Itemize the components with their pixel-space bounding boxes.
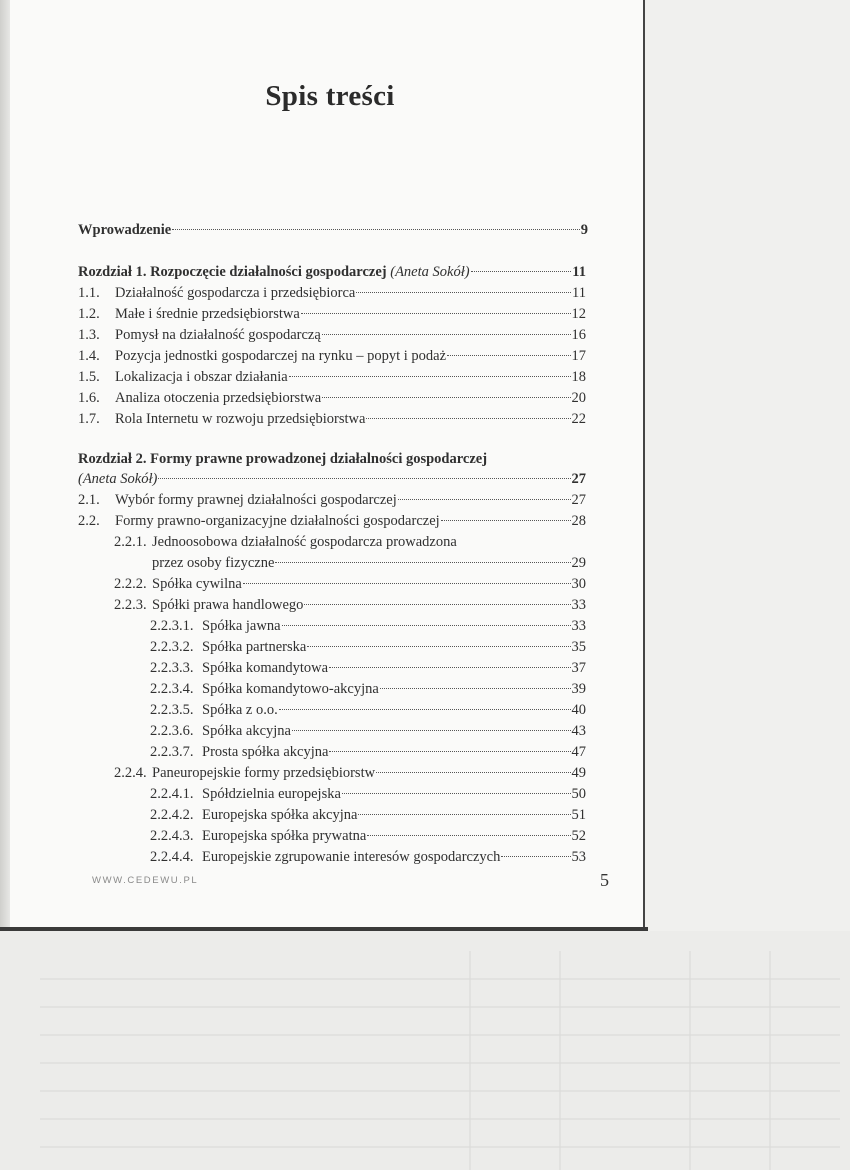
toc-entry [150, 722, 586, 740]
toc-entry [78, 410, 586, 428]
section-number: 2.2. [78, 513, 100, 529]
section-title: Formy prawno-organizacyjne działalności gospodarczej [115, 513, 440, 529]
toc-entry [150, 659, 586, 677]
footer-url: WWW.CEDEWU.PL [92, 875, 199, 886]
toc-chapter-2 [78, 470, 586, 488]
leader-dots [275, 561, 570, 563]
section-number: 2.2.4.1. [150, 786, 194, 802]
section-page: 22 [571, 411, 586, 427]
section-title: Spółdzielnia europejska [202, 786, 341, 802]
section-number: 1.1. [78, 285, 100, 301]
toc-entry [78, 368, 586, 386]
section-title: Europejska spółka akcyjna [202, 807, 358, 823]
section-page: 11 [572, 285, 586, 301]
section-number: 1.6. [78, 390, 100, 406]
leader-dots [471, 270, 572, 272]
section-title: Działalność gospodarcza i przedsiębiorca [115, 285, 356, 301]
faint-bleed-through-table [0, 931, 850, 1170]
toc-entry [114, 764, 586, 782]
chapter-page: 27 [571, 471, 586, 487]
section-title: Małe i średnie przedsiębiorstwa [115, 306, 300, 322]
section-page: 20 [571, 390, 586, 406]
section-number: 2.2.3.2. [150, 639, 194, 655]
section-number: 2.2.3.7. [150, 744, 194, 760]
section-title: Rola Internetu w rozwoju przedsiębiorstwa [115, 411, 366, 427]
leader-dots [398, 498, 571, 500]
leader-dots [322, 333, 571, 335]
leader-dots [301, 312, 571, 314]
section-title: Prosta spółka akcyjna [202, 744, 329, 760]
section-title: Spółka komandytowo-akcyjna [202, 681, 379, 697]
section-title: Spółki prawa handlowego [152, 597, 304, 613]
leader-dots [304, 603, 570, 605]
leader-dots [329, 750, 570, 752]
section-number: 2.2.1. [114, 534, 147, 550]
leader-dots [358, 813, 570, 815]
toc-entry [78, 347, 586, 365]
section-title: Europejskie zgrupowanie interesów gospodarczych [202, 849, 501, 865]
leader-dots [289, 375, 571, 377]
leader-dots [307, 645, 570, 647]
section-page: 49 [571, 765, 586, 781]
section-title: Spółka partnerska [202, 639, 307, 655]
toc-entry [150, 701, 586, 719]
section-number: 1.5. [78, 369, 100, 385]
toc-entry [150, 785, 586, 803]
section-title: Spółka akcyjna [202, 723, 291, 739]
section-page: 53 [571, 849, 586, 865]
page-number: 5 [600, 870, 609, 890]
leader-dots [329, 666, 570, 668]
section-title: Lokalizacja i obszar działania [115, 369, 288, 385]
section-page: 37 [571, 660, 586, 676]
chapter-prefix: Rozdział 1. Rozpoczęcie działalności gospodarczej [78, 264, 387, 280]
section-number: 2.2.3.6. [150, 723, 194, 739]
leader-dots [172, 228, 580, 230]
section-number: 2.2.4.4. [150, 849, 194, 865]
leader-dots [376, 771, 570, 773]
leader-dots [342, 792, 571, 794]
leader-dots [243, 582, 571, 584]
section-page: 35 [571, 639, 586, 655]
page-bottom-edge [0, 927, 648, 931]
section-number: 2.2.2. [114, 576, 147, 592]
section-page: 40 [571, 702, 586, 718]
section-page: 17 [571, 348, 586, 364]
section-number: 1.3. [78, 327, 100, 343]
toc-entry [78, 284, 586, 302]
toc-entry [150, 680, 586, 698]
leader-dots [380, 687, 571, 689]
section-title: Paneuropejskie formy przedsiębiorstw [152, 765, 376, 781]
section-number: 1.2. [78, 306, 100, 322]
section-title: Pomysł na działalność gospodarczą [115, 327, 321, 343]
section-number: 2.2.3.3. [150, 660, 194, 676]
section-page: 43 [571, 723, 586, 739]
section-number: 2.2.4.2. [150, 807, 194, 823]
section-title: Spółka komandytowa [202, 660, 329, 676]
toc-entry-page: 9 [580, 222, 588, 238]
section-title: Spółka jawna [202, 618, 281, 634]
leader-dots [292, 729, 571, 731]
section-page: 16 [571, 327, 586, 343]
leader-dots [158, 477, 570, 479]
section-number: 2.2.4. [114, 765, 147, 781]
section-page: 30 [571, 576, 586, 592]
chapter-page: 11 [572, 264, 586, 280]
page-title: Spis treści [265, 80, 395, 112]
section-page: 28 [571, 513, 586, 529]
section-page: 29 [571, 555, 586, 571]
section-title: Spółka cywilna [152, 576, 242, 592]
section-number: 2.2.4.3. [150, 828, 194, 844]
toc-entry [78, 512, 586, 530]
section-page: 39 [571, 681, 586, 697]
leader-dots [279, 708, 571, 710]
section-page: 18 [571, 369, 586, 385]
leader-dots [356, 291, 571, 293]
section-title: Analiza otoczenia przedsiębiorstwa [115, 390, 322, 406]
section-title: Europejska spółka prywatna [202, 828, 367, 844]
toc-entry [114, 596, 586, 614]
section-title-continued: przez osoby fizyczne [152, 555, 275, 571]
section-title: Jednoosobowa działalność gospodarcza prowadzona [152, 534, 457, 550]
toc-entry [152, 554, 586, 572]
section-page: 33 [571, 618, 586, 634]
section-page: 12 [571, 306, 586, 322]
leader-dots [322, 396, 570, 398]
leader-dots [367, 834, 570, 836]
section-title: Spółka z o.o. [202, 702, 278, 718]
toc-entry-label: Wprowadzenie [78, 222, 172, 238]
toc-entry [150, 617, 586, 635]
toc-chapter-2-title: Rozdział 2. Formy prawne prowadzonej działalności gospodarczej [78, 451, 488, 467]
leader-dots [501, 855, 570, 857]
toc-entry [150, 848, 586, 866]
chapter-author: (Aneta Sokół) [78, 471, 158, 487]
toc-entry [150, 827, 586, 845]
section-page: 47 [571, 744, 586, 760]
toc-entry [114, 575, 586, 593]
chapter-author: (Aneta Sokół) [390, 264, 470, 280]
section-title: Pozycja jednostki gospodarczej na rynku – popyt i podaż [115, 348, 447, 364]
section-page: 33 [571, 597, 586, 613]
section-number: 1.7. [78, 411, 100, 427]
leader-dots [366, 417, 570, 419]
section-page: 51 [571, 807, 586, 823]
toc-entry [150, 743, 586, 761]
toc-entry [150, 638, 586, 656]
section-number: 2.2.3.4. [150, 681, 194, 697]
section-title: Wybór formy prawnej działalności gospodarczej [115, 492, 397, 508]
toc-entry [150, 806, 586, 824]
toc-entry [78, 305, 586, 323]
toc-entry-wrapped [114, 533, 457, 551]
section-page: 50 [571, 786, 586, 802]
section-number: 2.2.3.1. [150, 618, 194, 634]
leader-dots [447, 354, 570, 356]
section-number: 2.1. [78, 492, 100, 508]
chapter-title [78, 263, 470, 281]
toc-entry [78, 326, 586, 344]
leader-dots [441, 519, 571, 521]
section-number: 1.4. [78, 348, 100, 364]
leader-dots [282, 624, 571, 626]
section-number: 2.2.3.5. [150, 702, 194, 718]
toc-entry [78, 389, 586, 407]
section-number: 2.2.3. [114, 597, 147, 613]
toc-entry [78, 491, 586, 509]
toc-chapter-1 [78, 263, 586, 281]
section-page: 52 [571, 828, 586, 844]
toc-entry-intro [78, 221, 588, 239]
section-page: 27 [571, 492, 586, 508]
